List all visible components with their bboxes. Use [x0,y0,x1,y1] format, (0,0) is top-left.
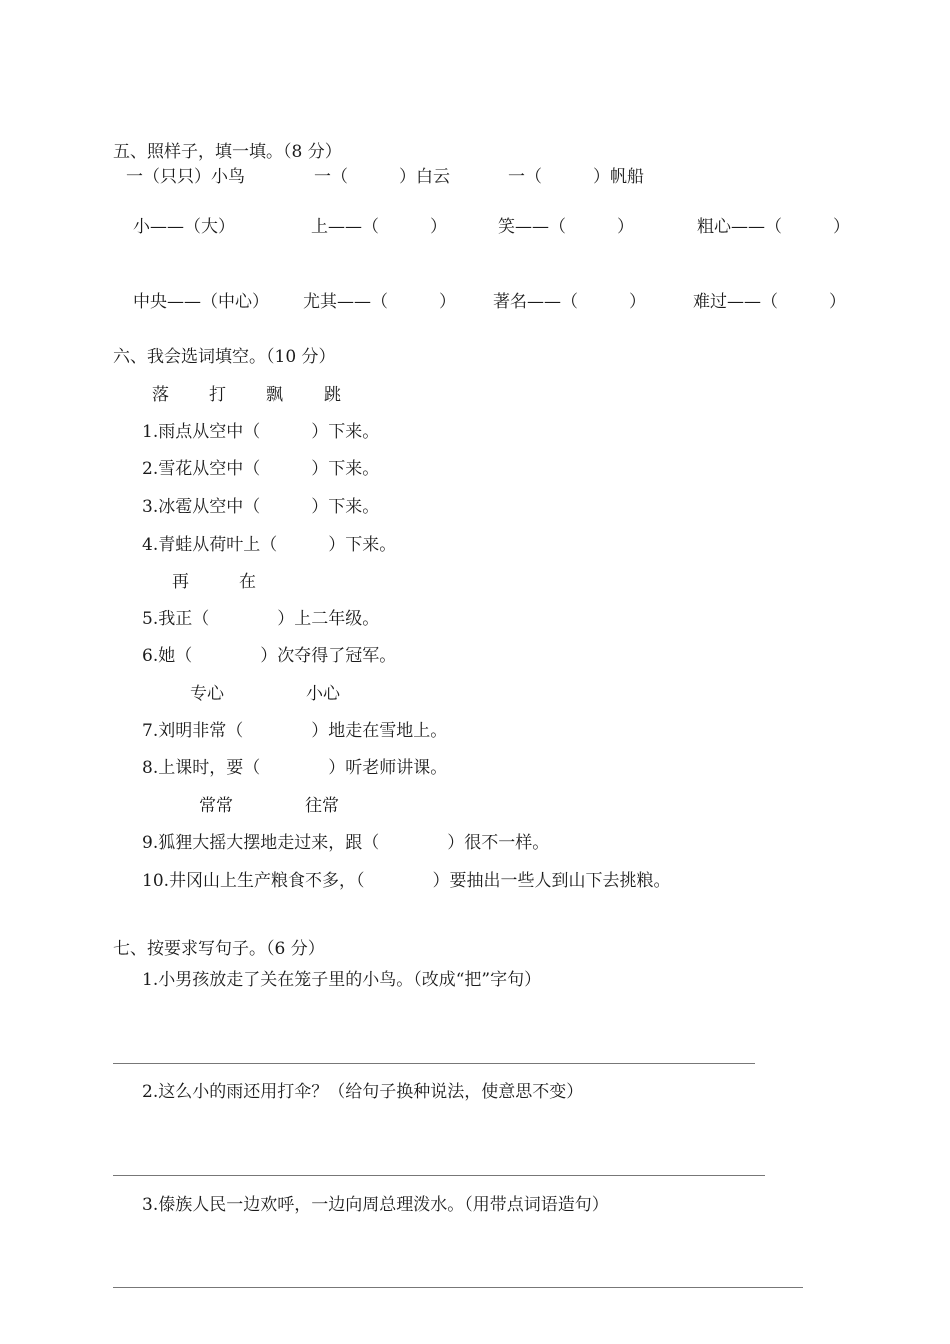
question-item: 5.我正（ ）上二年级。 [142,609,380,629]
word-choice: 专心 [190,684,224,704]
fill-item: 一（ ）帆船 [508,167,644,187]
word-choice: 小心 [306,684,340,704]
question-item: 2.这么小的雨还用打伞？（给句子换种说法，使意思不变） [142,1082,584,1102]
word-choice: 往常 [305,796,339,816]
word-choice: 常常 [199,796,233,816]
answer-line[interactable] [113,1287,803,1288]
example-item: 一（只只）小鸟 [126,167,245,187]
word-choice: 在 [239,572,256,592]
section-7-heading: 七、按要求写句子。（6 分） [113,939,325,959]
example-item: 中央——（中心） [133,292,269,312]
word-choice: 打 [209,385,226,405]
question-item: 3.冰雹从空中（ ）下来。 [142,497,380,517]
question-item: 9.狐狸大摇大摆地走过来，跟（ ）很不一样。 [142,833,550,853]
word-choice: 跳 [324,385,341,405]
example-item: 小——（大） [133,217,235,237]
fill-item: 尤其——（ ） [303,292,456,312]
section-5-heading: 五、照样子，填一填。（8 分） [113,142,342,162]
word-choice: 再 [172,572,189,592]
fill-item: 笑——（ ） [498,217,634,237]
fill-item: 著名——（ ） [493,292,646,312]
word-choice: 飘 [266,385,283,405]
question-item: 10.井冈山上生产粮食不多，（ ）要抽出一些人到山下去挑粮。 [142,871,671,891]
question-item: 8.上课时，要（ ）听老师讲课。 [142,758,448,778]
question-item: 7.刘明非常（ ）地走在雪地上。 [142,721,448,741]
answer-line[interactable] [113,1175,765,1176]
fill-item: 难过——（ ） [693,292,846,312]
answer-line[interactable] [113,1063,755,1064]
word-choice: 落 [152,385,169,405]
question-item: 6.她（ ）次夺得了冠军。 [142,646,397,666]
section-6-heading: 六、我会选词填空。（10 分） [113,347,336,367]
question-item: 1.小男孩放走了关在笼子里的小鸟。（改成“把”字句） [142,970,542,990]
question-item: 2.雪花从空中（ ）下来。 [142,459,380,479]
fill-item: 一（ ）白云 [314,167,450,187]
question-item: 3.傣族人民一边欢呼，一边向周总理泼水。（用带点词语造句） [142,1195,609,1215]
fill-item: 上——（ ） [311,217,447,237]
fill-item: 粗心——（ ） [697,217,850,237]
question-item: 4.青蛙从荷叶上（ ）下来。 [142,535,397,555]
question-item: 1.雨点从空中（ ）下来。 [142,422,380,442]
